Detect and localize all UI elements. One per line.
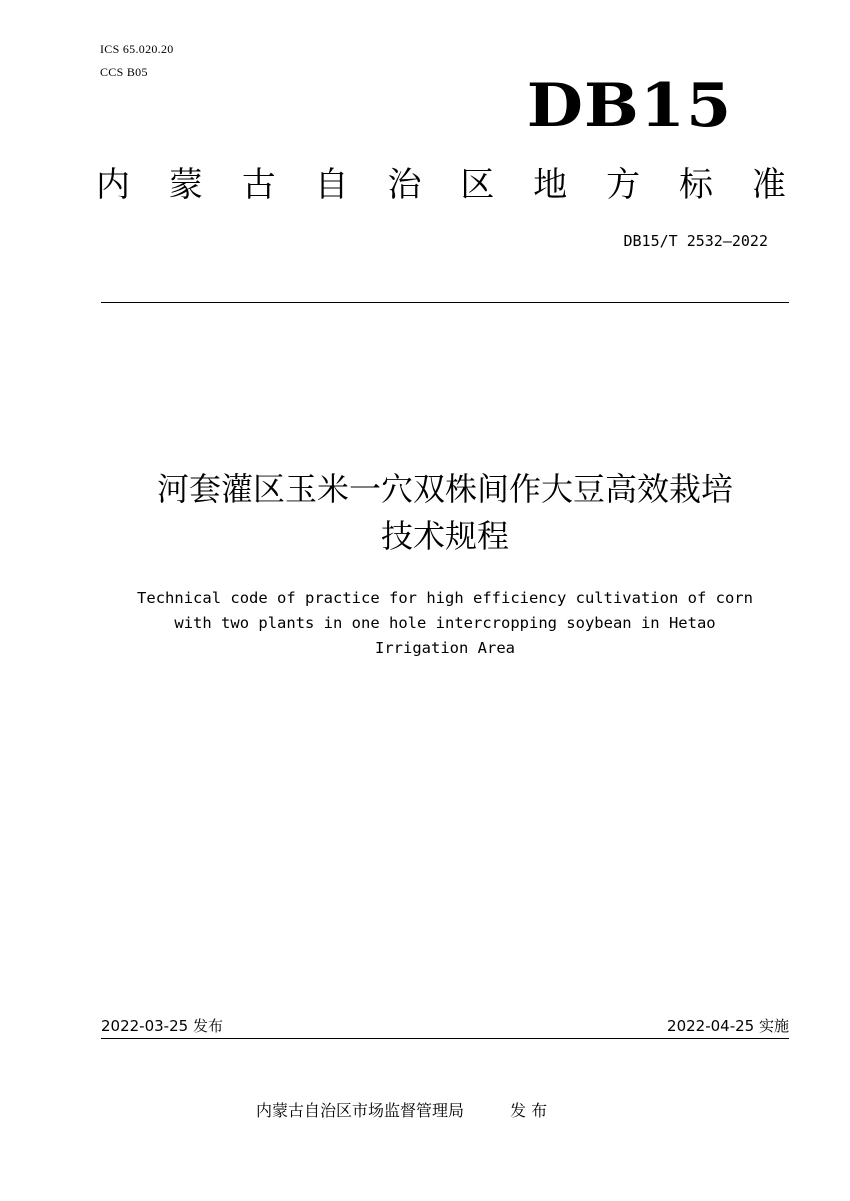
title-english-line: with two plants in one hole intercropping soybean in Hetao xyxy=(174,614,716,632)
issue-date: 2022-03-25 发布 xyxy=(101,1017,223,1035)
standard-type-char: 古 xyxy=(241,165,276,205)
standard-type-char: 治 xyxy=(387,165,422,205)
standard-type-char: 蒙 xyxy=(168,165,203,205)
title-chinese xyxy=(80,466,810,560)
ics-code: ICS 65.020.20 xyxy=(100,42,174,56)
implementation-date: 2022-04-25 实施 xyxy=(667,1017,789,1035)
title-chinese-line: 河套灌区玉米一穴双株间作大豆高效栽培 xyxy=(156,470,733,508)
standard-type-char: 准 xyxy=(751,165,786,205)
title-english-line: Irrigation Area xyxy=(375,639,515,657)
top-divider xyxy=(101,302,789,303)
title-chinese-line: 技术规程 xyxy=(380,517,509,555)
standard-type-char: 区 xyxy=(460,165,495,205)
issuing-authority xyxy=(256,1098,547,1121)
standard-type-char: 标 xyxy=(679,165,713,205)
standard-type-char: 地 xyxy=(533,165,568,205)
issuer-name: 内蒙古自治区市场监督管理局 xyxy=(256,1101,465,1120)
issuer-action: 发 布 xyxy=(510,1101,548,1120)
standard-type-char: 内 xyxy=(96,165,130,205)
standard-number: DB15/T 2532—2022 xyxy=(623,232,768,250)
title-english-line: Technical code of practice for high efficiency cultivation of corn xyxy=(137,589,753,607)
standard-type-title xyxy=(96,163,786,207)
bottom-divider xyxy=(101,1038,789,1039)
title-english xyxy=(80,586,810,661)
standard-logo: DB15 xyxy=(526,71,732,141)
standard-type-char: 方 xyxy=(606,165,641,205)
standard-type-char: 自 xyxy=(314,165,349,205)
ccs-code: CCS B05 xyxy=(100,65,148,79)
